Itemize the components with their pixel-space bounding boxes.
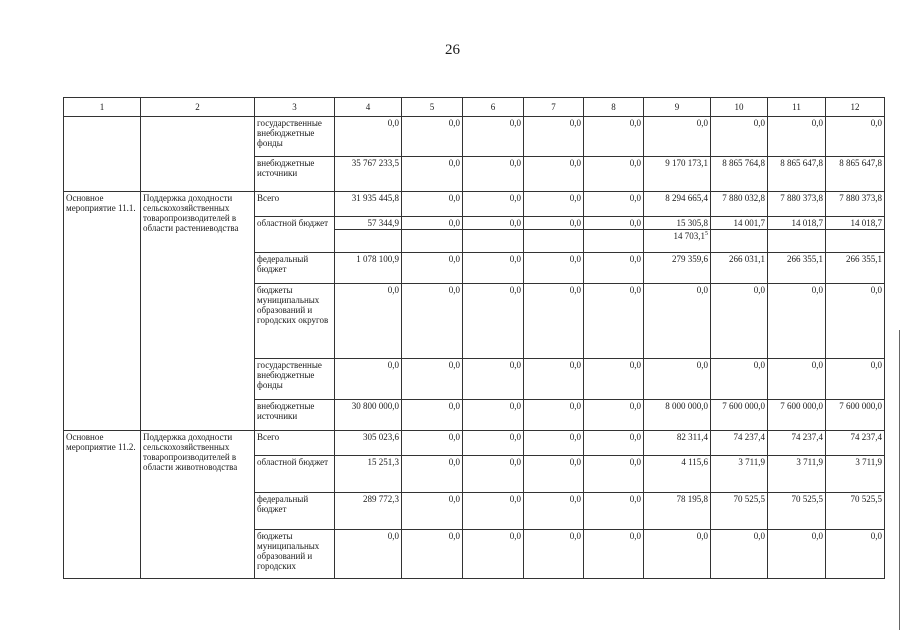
- value-cell: 0,0: [524, 284, 584, 359]
- value-cell: 31 935 445,8: [335, 192, 402, 217]
- budget-table: [63, 97, 885, 579]
- value-cell: 74 237,4: [826, 431, 885, 456]
- value-cell: 0,0: [524, 359, 584, 400]
- value-cell: 7 600 000,0: [826, 400, 885, 431]
- value-cell: 0,0: [584, 217, 644, 230]
- value-cell: 35 767 233,5: [335, 157, 402, 192]
- value-cell: 0,0: [768, 117, 826, 157]
- value-cell: 0,0: [402, 117, 463, 157]
- value-cell: 305 023,6: [335, 431, 402, 456]
- source-label: областной бюджет: [255, 217, 335, 253]
- value-cell: 0,0: [584, 157, 644, 192]
- note-empty-cell: [711, 230, 768, 253]
- value-cell: 3 711,9: [768, 456, 826, 493]
- note-footnote-mark: 5: [705, 231, 708, 237]
- value-cell: 0,0: [524, 530, 584, 579]
- value-cell: 0,0: [711, 530, 768, 579]
- value-cell: 3 711,9: [711, 456, 768, 493]
- value-cell: 0,0: [768, 530, 826, 579]
- value-cell: 0,0: [463, 192, 524, 217]
- source-label: Всего: [255, 431, 335, 456]
- value-cell: 0,0: [644, 530, 711, 579]
- source-label: внебюджетные источники: [255, 400, 335, 431]
- value-cell: 4 115,6: [644, 456, 711, 493]
- value-cell: 0,0: [711, 359, 768, 400]
- value-cell: 0,0: [584, 359, 644, 400]
- value-cell: 0,0: [768, 284, 826, 359]
- note-empty-cell: [768, 230, 826, 253]
- column-header: 3: [255, 98, 335, 117]
- value-cell: 7 880 373,8: [768, 192, 826, 217]
- value-cell: 82 311,4: [644, 431, 711, 456]
- value-cell: 0,0: [524, 253, 584, 284]
- value-cell: 7 880 373,8: [826, 192, 885, 217]
- source-label: бюджеты муниципальных образований и городских: [255, 530, 335, 579]
- value-cell: 0,0: [644, 117, 711, 157]
- value-cell: 70 525,5: [711, 493, 768, 530]
- value-cell: 0,0: [402, 192, 463, 217]
- column-header: 5: [402, 98, 463, 117]
- value-cell: 0,0: [584, 431, 644, 456]
- column-header: 12: [826, 98, 885, 117]
- column-header: 10: [711, 98, 768, 117]
- source-label: Всего: [255, 192, 335, 217]
- value-cell: 0,0: [335, 530, 402, 579]
- value-cell: 0,0: [463, 400, 524, 431]
- value-cell: 0,0: [335, 359, 402, 400]
- value-cell: 0,0: [768, 359, 826, 400]
- value-cell: 30 800 000,0: [335, 400, 402, 431]
- value-cell: 0,0: [711, 284, 768, 359]
- value-cell: 0,0: [402, 456, 463, 493]
- value-cell: 7 880 032,8: [711, 192, 768, 217]
- value-cell: 0,0: [402, 217, 463, 230]
- value-cell: 0,0: [463, 157, 524, 192]
- source-label: государственные внебюджетные фонды: [255, 117, 335, 157]
- value-cell: 14 018,7: [826, 217, 885, 230]
- column-header: 11: [768, 98, 826, 117]
- value-cell: 0,0: [524, 217, 584, 230]
- value-cell: 0,0: [402, 359, 463, 400]
- value-cell: 3 711,9: [826, 456, 885, 493]
- value-cell: 279 359,6: [644, 253, 711, 284]
- value-cell: 74 237,4: [768, 431, 826, 456]
- value-cell: 0,0: [463, 359, 524, 400]
- value-cell: 0,0: [524, 117, 584, 157]
- activity-name-cell: Поддержка доходности сельскохозяйственных товаропроизводителей в области животноводства: [141, 431, 255, 579]
- value-cell: 0,0: [584, 400, 644, 431]
- value-cell: 0,0: [584, 456, 644, 493]
- value-cell: 0,0: [402, 431, 463, 456]
- value-cell: 0,0: [463, 284, 524, 359]
- value-cell: 70 525,5: [768, 493, 826, 530]
- value-cell: 266 031,1: [711, 253, 768, 284]
- value-cell: 8 865 764,8: [711, 157, 768, 192]
- activity-name-cell: Поддержка доходности сельскохозяйственных товаропроизводителей в области растениеводства: [141, 192, 255, 431]
- value-cell: 0,0: [463, 456, 524, 493]
- value-cell: 9 170 173,1: [644, 157, 711, 192]
- value-cell: 0,0: [463, 253, 524, 284]
- value-cell: 0,0: [584, 493, 644, 530]
- value-cell: 70 525,5: [826, 493, 885, 530]
- value-cell: 0,0: [644, 284, 711, 359]
- activity-cell-empty: [64, 117, 141, 192]
- value-cell: 0,0: [644, 359, 711, 400]
- value-cell: 0,0: [463, 431, 524, 456]
- value-cell: 0,0: [402, 400, 463, 431]
- note-empty-cell: [402, 230, 463, 253]
- value-cell: 0,0: [524, 493, 584, 530]
- value-cell: 8 865 647,8: [768, 157, 826, 192]
- value-cell: 0,0: [826, 359, 885, 400]
- value-cell: 1 078 100,9: [335, 253, 402, 284]
- value-cell: 0,0: [524, 192, 584, 217]
- margin-rule: [899, 330, 900, 630]
- page-number: 26: [445, 42, 460, 58]
- table-row: [64, 117, 885, 157]
- source-label: внебюджетные источники: [255, 157, 335, 192]
- source-label: государственные внебюджетные фонды: [255, 359, 335, 400]
- source-label: бюджеты муниципальных образований и городских округов: [255, 284, 335, 359]
- note-empty-cell: [335, 230, 402, 253]
- column-header: 2: [141, 98, 255, 117]
- column-header: 8: [584, 98, 644, 117]
- table-row: [64, 192, 885, 217]
- value-cell: 0,0: [711, 117, 768, 157]
- source-label: областной бюджет: [255, 456, 335, 493]
- header-row: [64, 98, 885, 117]
- note-empty-cell: [524, 230, 584, 253]
- value-cell: 78 195,8: [644, 493, 711, 530]
- value-cell: 0,0: [402, 493, 463, 530]
- value-cell: 8 294 665,4: [644, 192, 711, 217]
- value-cell: 0,0: [584, 192, 644, 217]
- column-header: 6: [463, 98, 524, 117]
- value-cell: 0,0: [463, 217, 524, 230]
- value-cell: 0,0: [584, 117, 644, 157]
- activity-cell: Основное мероприятие 11.1.: [64, 192, 141, 431]
- value-cell: 7 600 000,0: [768, 400, 826, 431]
- value-cell: 0,0: [402, 284, 463, 359]
- value-cell: 0,0: [524, 157, 584, 192]
- source-label: федеральный бюджет: [255, 253, 335, 284]
- value-cell: 14 001,7: [711, 217, 768, 230]
- table-row: [64, 431, 885, 456]
- column-header: 7: [524, 98, 584, 117]
- note-empty-cell: [463, 230, 524, 253]
- value-cell: 0,0: [524, 456, 584, 493]
- value-cell: 0,0: [524, 431, 584, 456]
- value-cell: 289 772,3: [335, 493, 402, 530]
- note-empty-cell: [584, 230, 644, 253]
- source-label: федеральный бюджет: [255, 493, 335, 530]
- value-cell: 57 344,9: [335, 217, 402, 230]
- value-cell: 0,0: [584, 530, 644, 579]
- value-cell: 15 251,3: [335, 456, 402, 493]
- note-value-cell: [644, 230, 711, 253]
- note-empty-cell: [826, 230, 885, 253]
- value-cell: 0,0: [524, 400, 584, 431]
- value-cell: 8 865 647,8: [826, 157, 885, 192]
- value-cell: 266 355,1: [826, 253, 885, 284]
- value-cell: 266 355,1: [768, 253, 826, 284]
- value-cell: 0,0: [463, 530, 524, 579]
- value-cell: 0,0: [402, 530, 463, 579]
- value-cell: 0,0: [402, 253, 463, 284]
- activity-cell: Основное мероприятие 11.2.: [64, 431, 141, 579]
- value-cell: 0,0: [826, 530, 885, 579]
- value-cell: 0,0: [584, 284, 644, 359]
- column-header: 9: [644, 98, 711, 117]
- value-cell: 7 600 000,0: [711, 400, 768, 431]
- column-header: 4: [335, 98, 402, 117]
- value-cell: 0,0: [335, 117, 402, 157]
- value-cell: 15 305,8: [644, 217, 711, 230]
- value-cell: 0,0: [463, 493, 524, 530]
- value-cell: 14 018,7: [768, 217, 826, 230]
- value-cell: 0,0: [584, 253, 644, 284]
- value-cell: 0,0: [402, 157, 463, 192]
- value-cell: 8 000 000,0: [644, 400, 711, 431]
- value-cell: 0,0: [463, 117, 524, 157]
- note-value: 14 703,1: [673, 231, 705, 241]
- value-cell: 0,0: [335, 284, 402, 359]
- name-cell-empty: [141, 117, 255, 192]
- value-cell: 0,0: [826, 284, 885, 359]
- value-cell: 74 237,4: [711, 431, 768, 456]
- value-cell: 0,0: [826, 117, 885, 157]
- column-header: 1: [64, 98, 141, 117]
